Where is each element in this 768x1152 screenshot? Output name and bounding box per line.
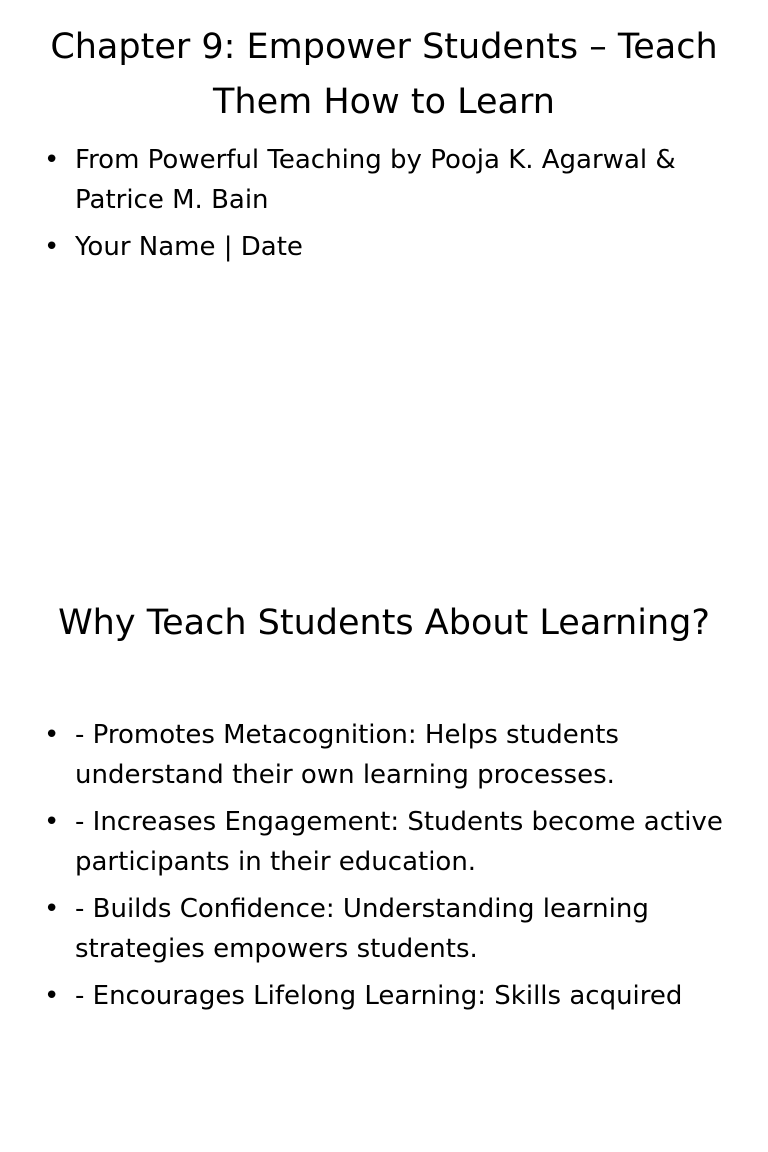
- bullet-list: [38, 715, 730, 1023]
- bullet-item: [38, 227, 730, 267]
- bullet-list: [38, 140, 730, 274]
- bullet-dot-icon: •: [44, 145, 60, 175]
- bullet-text: - Encourages Lifelong Learning: Skills acquired: [75, 981, 683, 1011]
- slide-title: Chapter 9: Empower Students – Teach Them How to Learn: [50, 27, 718, 122]
- slide-2: [0, 576, 768, 1152]
- bullet-item: [38, 140, 730, 220]
- bullet-text: - Promotes Metacognition: Helps students understand their own learning processes.: [75, 720, 619, 790]
- bullet-text: - Builds Confidence: Understanding learning strategies empowers students.: [75, 894, 649, 964]
- bullet-text: From Powerful Teaching by Pooja K. Agarwal & Patrice M. Bain: [75, 145, 676, 215]
- bullet-dot-icon: •: [44, 720, 60, 750]
- bullet-item: [38, 715, 730, 795]
- bullet-dot-icon: •: [44, 894, 60, 924]
- bullet-dot-icon: •: [44, 232, 60, 262]
- bullet-dot-icon: •: [44, 807, 60, 837]
- bullet-text: - Increases Engagement: Students become active participants in their education.: [75, 807, 723, 877]
- bullet-item: [38, 889, 730, 969]
- bullet-text: Your Name | Date: [75, 232, 303, 262]
- bullet-item: [38, 976, 730, 1016]
- slide-title: Why Teach Students About Learning?: [58, 603, 710, 643]
- bullet-dot-icon: •: [44, 981, 60, 1011]
- bullet-item: [38, 802, 730, 882]
